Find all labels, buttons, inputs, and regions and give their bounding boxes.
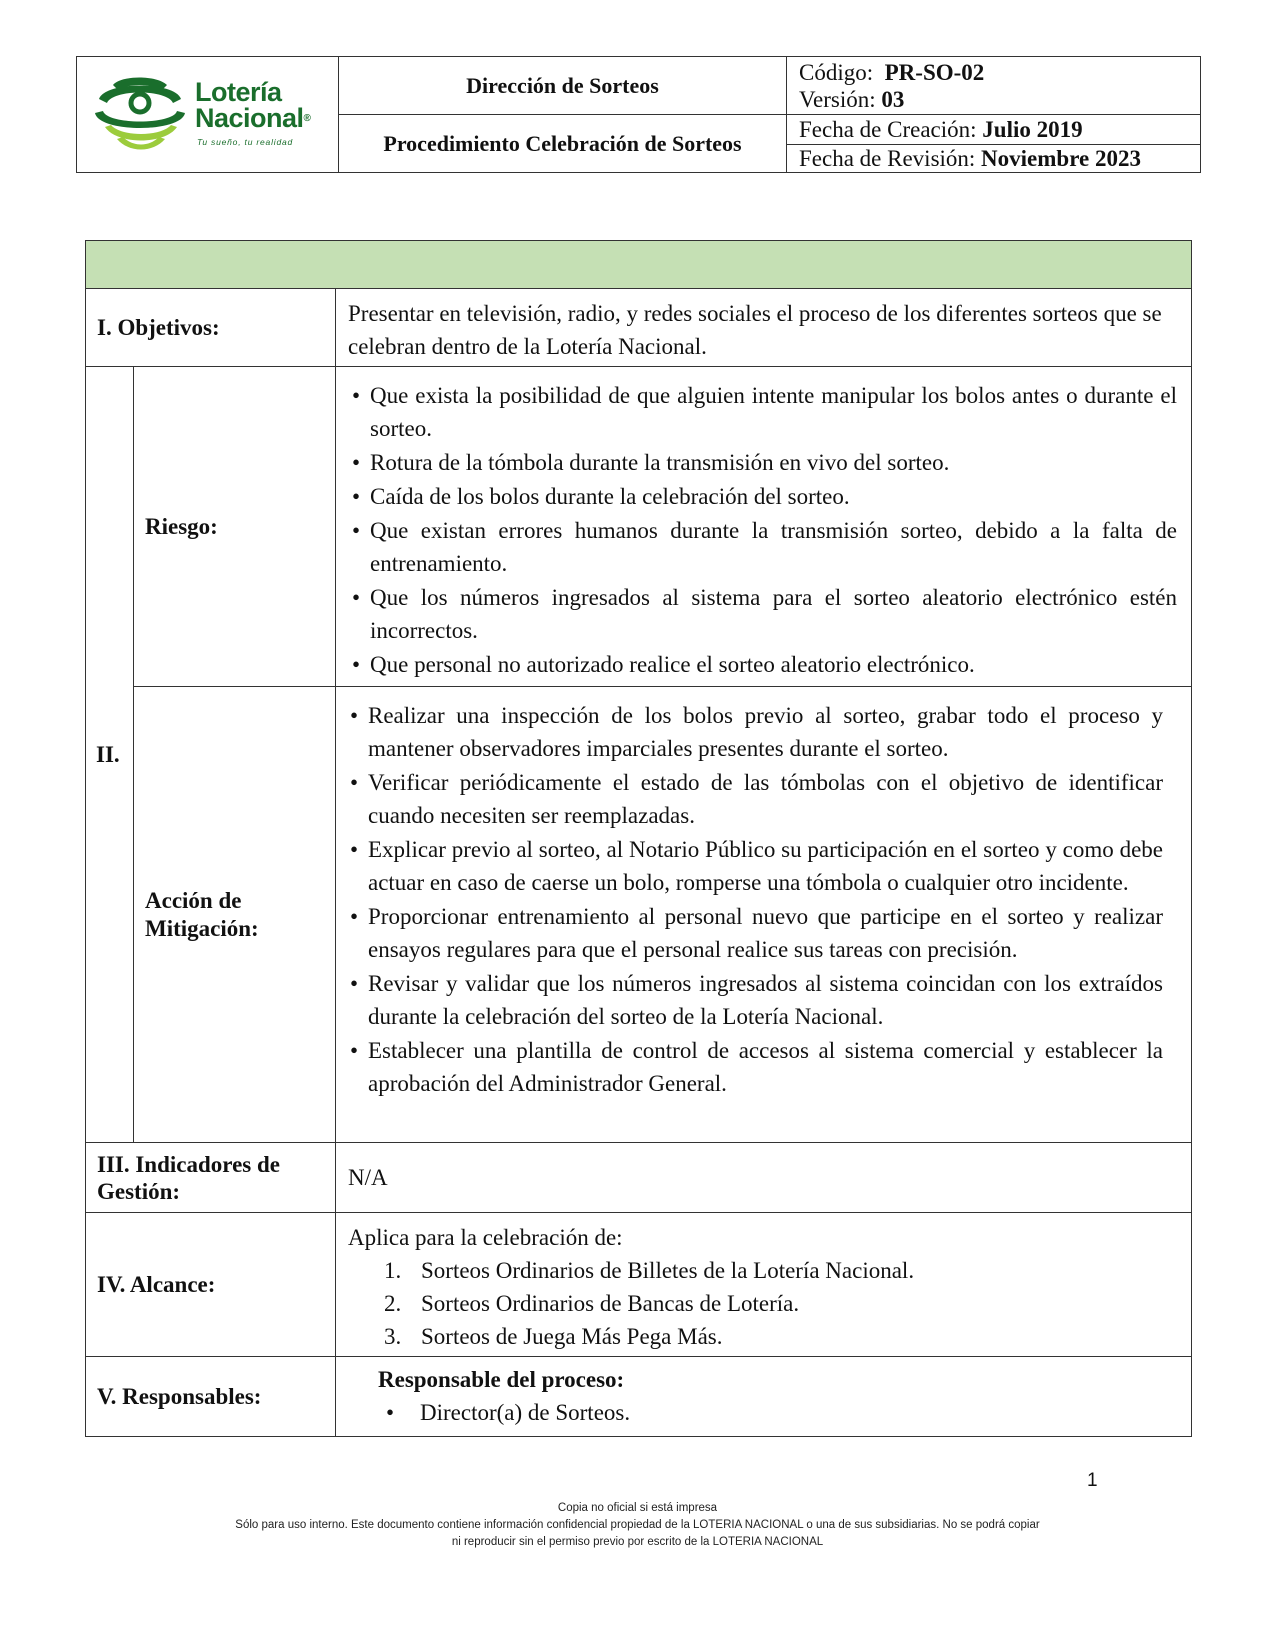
footer-copy-notice: Copia no oficial si está impresa <box>557 1502 718 1514</box>
mitigacion-list <box>348 699 1163 1100</box>
alcance-label: IV. Alcance: <box>86 1213 336 1356</box>
document-header <box>76 56 1201 173</box>
indicadores-label: III. Indicadores de Gestión: <box>86 1143 336 1212</box>
mitigacion-list-cell <box>336 687 1191 1142</box>
list-item: 2. Sorteos Ordinarios de Bancas de Lotería. <box>384 1291 800 1316</box>
list-item: • Caída de los bolos durante la celebración del sorteo. <box>350 480 1177 513</box>
alcance-list <box>348 1254 1179 1353</box>
list-item: • Revisar y validar que los números ingresados al sistema coincidan con los extraídos durante la celebración del sorteo de la Lotería Nacional. <box>348 967 1163 1033</box>
riesgo-list-cell <box>336 367 1191 687</box>
list-item: 1. Sorteos Ordinarios de Billetes de la Lotería Nacional. <box>384 1258 915 1283</box>
creation-date: Fecha de Creación: Julio 2019 <box>787 115 1200 145</box>
list-item: • Que exista la posibilidad de que alguien intente manipular los bolos antes o durante el sorteo. <box>350 379 1177 445</box>
list-item: • Realizar una inspección de los bolos previo al sorteo, grabar todo el proceso y mantener observadores imparciales presentes durante el sorteo. <box>348 699 1163 765</box>
list-item: • Explicar previo al sorteo, al Notario Público su participación en el sorteo y como debe actuar en caso de caerse un bolo, romperse una tómbola o cualquier otro incidente. <box>348 833 1163 899</box>
row-alcance <box>86 1212 1191 1356</box>
footer-confidential-line1: Sólo para uso interno. Este documento contiene información confidencial propiedad de la LOTERIA NACIONAL o una de sus subsidiarias. No se podrá copiar <box>235 1519 1040 1531</box>
brand-name-line2: Nacional® <box>195 103 311 133</box>
row-section-two <box>86 366 1191 1142</box>
procedure-table <box>85 240 1192 1437</box>
list-item: • Rotura de la tómbola durante la transmisión en vivo del sorteo. <box>350 446 1177 479</box>
row-responsables <box>86 1356 1191 1436</box>
row-objetivos <box>86 288 1191 366</box>
footer-confidential-line2: ni reproducir sin el permiso previo por escrito de la LOTERIA NACIONAL <box>451 1536 824 1548</box>
loteria-logo-icon <box>91 73 191 153</box>
document-code: Código: PR-SO-02 <box>799 60 985 85</box>
row-indicadores <box>86 1142 1191 1212</box>
responsables-cell <box>336 1357 1191 1439</box>
responsables-label: V. Responsables: <box>86 1357 336 1436</box>
list-item: • Que los números ingresados al sistema para el sorteo aleatorio electrónico estén incorrectos. <box>350 581 1177 647</box>
procedure-title: Procedimiento Celebración de Sorteos <box>339 115 787 172</box>
list-item: • Que existan errores humanos durante la transmisión sorteo, debido a la falta de entrenamiento. <box>350 514 1177 580</box>
document-version: Versión: 03 <box>799 87 905 112</box>
mitigacion-label: Acción de Mitigación: <box>134 687 336 1142</box>
indicadores-text: N/A <box>348 1165 388 1190</box>
alcance-intro: Aplica para la celebración de: <box>348 1225 623 1250</box>
riesgo-list <box>350 379 1177 681</box>
department-title: Dirección de Sorteos <box>339 57 787 115</box>
table-header-band <box>86 241 1191 288</box>
revision-date: Fecha de Revisión: Noviembre 2023 <box>799 146 1141 171</box>
brand-name-line1: Lotería <box>195 77 282 107</box>
responsables-heading: Responsable del proceso: <box>378 1367 625 1392</box>
riesgo-label: Riesgo: <box>134 367 336 687</box>
list-item: • Proporcionar entrenamiento al personal nuevo que participe en el sorteo y realizar ensayos regulares para que el personal realice sus tareas con precisión. <box>348 900 1163 966</box>
list-item: 3. Sorteos de Juega Más Pega Más. <box>384 1324 723 1349</box>
brand-tagline: Tu sueño, tu realidad <box>197 137 294 147</box>
logo-cell <box>77 57 339 172</box>
objetivos-text: Presentar en televisión, radio, y redes sociales el proceso de los diferentes sorteos que se celebran dentro de la Lotería Nacional. <box>348 301 1162 359</box>
alcance-cell <box>336 1213 1191 1363</box>
list-item: • Que personal no autorizado realice el sorteo aleatorio electrónico. <box>350 648 1177 681</box>
list-item: • Verificar periódicamente el estado de las tómbolas con el objetivo de identificar cuando necesiten ser reemplazadas. <box>348 766 1163 832</box>
list-item: • Director(a) de Sorteos. <box>378 1396 1179 1429</box>
objetivos-label: I. Objetivos: <box>86 289 336 366</box>
list-item: • Establecer una plantilla de control de accesos al sistema comercial y establecer la aprobación del Administrador General. <box>348 1034 1163 1100</box>
section-two-label: II. <box>86 367 134 1142</box>
code-version-cell <box>787 57 1200 115</box>
page-number: 1 <box>1087 1470 1098 1491</box>
